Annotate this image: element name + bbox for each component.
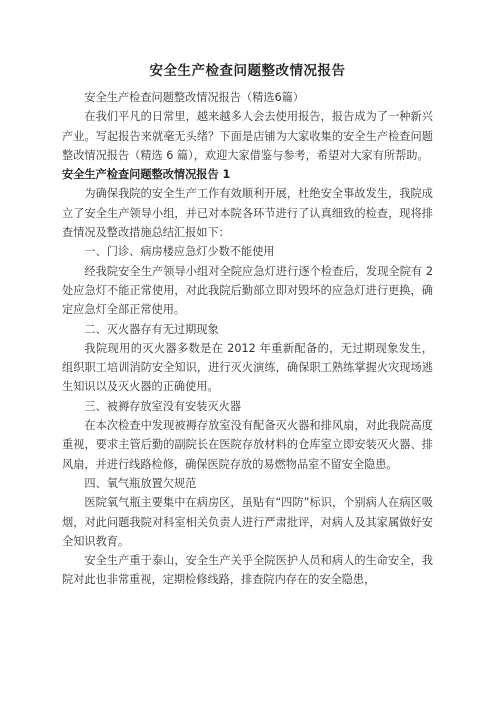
item-heading-4: 四、氧气瓶放置欠规范 [84, 476, 197, 490]
item-heading-1: 一、门诊、病房楼应急灯少数不能使用 [84, 245, 275, 259]
paragraph-purpose: 为确保我院的安全生产工作有效顺利开展，杜绝安全事故发生，我院成立了安全生产领导小组，并已对本院各环节进行了认真细致的检查，现将排查情况及整改措施总结汇报如下： [62, 187, 433, 240]
item-body-2: 我院现用的灭火器多数是在 2012 年重新配备的，无过期现象发生，组织职工培训消防安全知识，进行灭火演练，确保职工熟练掌握火灾现场逃生知识以及灭火器的正确使用。 [62, 341, 433, 394]
item-heading-3: 三、被褥存放室没有安装灭火器 [84, 399, 242, 413]
paragraph-intro: 在我们平凡的日常里，越来越多人会去使用报告，报告成为了一种新兴产业。写起报告来就毫无头绪？下面是店铺为大家收集的安全生产检查问题整改情况报告（精选 6 篇），欢迎大家借鉴与参考，希望对大家有所帮助。 [62, 110, 433, 162]
item-body-3: 在本次检查中发现被褥存放室没有配备灭火器和排风扇，对此我院高度重视，要求主管后勤的副院长在医院存放材料的仓库室立即安装灭火器、排风扇，并进行线路检修，确保医院存放的易燃物品室不留安全隐患。 [62, 419, 433, 471]
section-heading-report-1: 安全生产检查问题整改情况报告 1 [62, 168, 231, 182]
paragraph-subtitle: 安全生产检查问题整改情况报告（精选6篇） [84, 91, 305, 104]
document-title: 安全生产检查问题整改情况报告 [149, 63, 346, 79]
document-body [62, 88, 433, 590]
item-heading-2: 二、灭火器存有无过期现象 [84, 322, 219, 336]
paragraph-conclusion: 安全生产重于泰山，安全生产关乎全院医护人员和病人的生命安全，我院对此也非常重视，定期检修线路，排查院内存在的安全隐患， [62, 554, 433, 587]
item-body-4: 医院氧气瓶主要集中在病房区，虽贴有“四防”标识，个别病人在病区吸烟，对此问题我院对科室相关负责人进行严肃批评，对病人及其家属做好安全知识教育。 [62, 496, 433, 548]
item-body-1: 经我院安全生产领导小组对全院应急灯进行逐个检查后，发现全院有 2 处应急灯不能正常使用，对此我院后勤部立即对毁坏的应急灯进行更换，确定应急灯全部正常使用。 [62, 264, 433, 317]
